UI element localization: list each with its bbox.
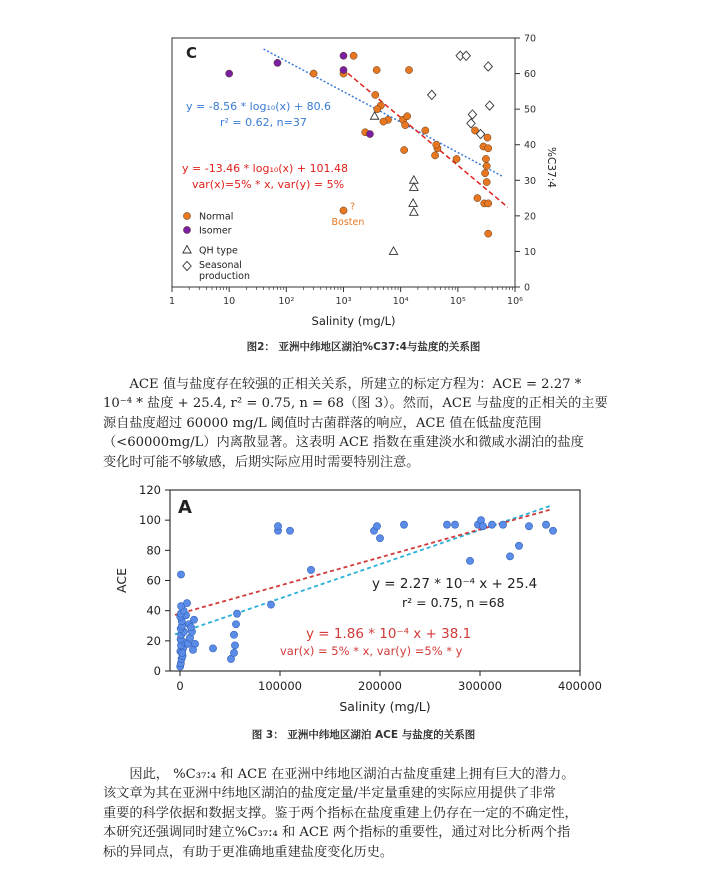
data-point [506,553,513,560]
data-point [451,521,458,528]
data-point [189,646,196,653]
legend-marker [183,246,191,254]
fit-stats: r² = 0.75, n =68 [402,595,505,610]
y-tick-label: 40 [146,603,161,618]
annotation: Bosten [331,217,365,229]
data-point-normal [350,52,357,59]
data-point-seasonal [468,110,476,119]
x-tick-label: 10⁵ [449,296,466,307]
data-point-isomer [366,130,373,137]
fit-equation: y = -13.46 * log₁₀(x) + 101.48 [182,162,349,175]
data-point-normal [474,194,481,201]
paragraph2-line: 标的异同点，有助于更准确地重建盐度变化历史。 [103,844,394,860]
paragraph2-line: 重要的科学依据和数据支撑。鉴于两个指标在盐度重建上仍存在一定的不确定性， [103,805,578,821]
data-point [179,649,186,656]
legend-label: Isomer [199,225,232,237]
data-point-normal [482,155,489,162]
data-point-qh [410,183,418,191]
data-point-seasonal [467,119,475,128]
data-point [286,527,293,534]
data-point-normal [485,145,492,152]
legend-marker [183,261,191,270]
paragraph1-line: ACE 值与盐度存在较强的正相关关系，所建立的标定方程为：ACE = 2.27 * [129,377,582,392]
data-point-normal [405,66,412,73]
data-point-normal [484,134,491,141]
y-tick-label: 20 [524,211,537,223]
data-point [479,523,486,530]
x-tick-label: 200000 [358,679,402,693]
data-point [542,521,549,528]
x-tick-label: 400000 [558,679,602,693]
data-point-normal [482,170,489,177]
x-tick-label: 10² [278,296,295,307]
y-tick-label: 60 [524,69,537,81]
legend-label: production [199,271,251,282]
paragraph2-line: 该文章为其在亚洲中纬地区湖泊的盐度定量/半定量重建的实际应用提供了非常 [103,786,556,802]
y-tick-label: 60 [146,573,161,588]
data-point-isomer [226,70,233,77]
data-point [307,566,314,573]
paragraph1-line: 变化时可能不够敏感，后期实际应用时需要特别注意。 [103,454,420,470]
data-point [376,535,383,542]
data-point [187,624,194,631]
x-tick-label: 100000 [258,679,302,693]
data-point [515,542,522,549]
data-point-normal [431,152,438,159]
chart-ace-salinity [110,480,602,720]
paragraph2-line: 因此， %C₃₇:₄ 和 ACE 在亚洲中纬地区湖泊古盐度重建上拥有巨大的潜力。 [129,767,575,782]
data-point [274,523,281,530]
data-point-normal [433,141,440,148]
data-point-normal [483,178,490,185]
y-axis-label: %C37:4 [545,147,557,188]
data-point-qh [410,208,418,216]
data-point-seasonal [485,101,493,110]
data-point-normal [310,70,317,77]
fit-equation: y = 1.86 * 10⁻⁴ x + 38.1 [306,626,472,642]
y-tick-label: 80 [146,543,161,558]
data-point-normal [453,155,460,162]
figure-2 [150,30,570,330]
x-tick-label: 10³ [335,296,352,307]
data-point-normal [404,113,411,120]
data-point-isomer [274,59,281,66]
y-tick-label: 40 [524,140,537,152]
data-point-normal [402,122,409,129]
y-tick-label: 20 [146,633,161,648]
y-tick-label: 70 [524,33,537,45]
figure-3 [110,480,602,720]
annotation: ? [350,201,356,213]
data-point [177,571,184,578]
data-point-seasonal [428,90,436,99]
paragraph2-line: 本研究还强调同时建立%C₃₇:₄ 和 ACE 两个指标的重要性，通过对比分析两个指 [103,825,571,841]
data-point-isomer [340,66,347,73]
x-tick-label: 10⁴ [392,296,409,307]
data-point [488,521,495,528]
data-point [525,523,532,530]
legend-label: Normal [199,211,234,223]
y-tick-label: 0 [524,282,531,294]
data-point-normal [373,66,380,73]
data-point-seasonal [484,62,492,71]
x-tick-label: 0 [176,679,184,693]
y-tick-label: 0 [153,664,161,678]
data-point [233,610,240,617]
paragraph-1 [103,375,633,472]
chart-c37-salinity [150,30,570,330]
fit-equation: y = 2.27 * 10⁻⁴ x + 25.4 [372,576,538,592]
data-point-seasonal [462,51,470,60]
y-tick-label: 50 [524,104,537,116]
data-point [231,642,238,649]
paragraph1-line: 10⁻⁴ * 盐度 + 25.4, r² = 0.75, n = 68（图 3）。然而，ACE 与盐度的正相关的主要 [103,396,608,412]
legend-marker [183,212,190,219]
data-point-qh [389,247,397,255]
fit-equation: y = -8.56 * log₁₀(x) + 80.6 [186,100,332,113]
data-point [400,521,407,528]
data-point [466,557,473,564]
data-point-normal [483,162,490,169]
data-point [232,621,239,628]
data-point [183,600,190,607]
data-point [190,616,197,623]
panel-letter: A [178,497,192,518]
y-tick-label: 10 [524,246,537,258]
data-point-normal [422,127,429,134]
data-point [373,523,380,530]
data-point-normal [485,230,492,237]
y-tick-label: 100 [139,513,161,528]
fit-stats: var(x)=5% * x, var(y) = 5% [192,178,345,191]
figure-3-caption: 图 3： 亚洲中纬地区湖泊 ACE 与盐度的关系图 [251,729,476,741]
data-point [499,521,506,528]
data-point [230,631,237,638]
legend-marker [183,226,190,233]
data-point [549,527,556,534]
x-axis-label: Salinity (mg/L) [311,314,396,328]
data-point [209,645,216,652]
fit-stats: r² = 0.62, n=37 [220,116,307,129]
data-point-normal [380,118,387,125]
y-tick-label: 30 [524,175,537,187]
paragraph-2 [103,765,633,862]
data-point-normal [485,200,492,207]
fit-stats: var(x) = 5% * x, var(y) =5% * y [280,644,463,658]
data-point-normal [372,91,379,98]
data-point [267,601,274,608]
paragraph1-line: （<60000mg/L）内离散显著。这表明 ACE 指数在重建淡水和微咸水湖泊的盐度 [103,435,584,451]
data-point [230,649,237,656]
legend-label: QH type [199,245,238,257]
data-point-qh [409,199,417,207]
paragraph1-line: 源自盐度超过 60000 mg/L 阈值时古菌群落的响应，ACE 值在低盐度范围 [103,415,542,431]
y-axis-label: ACE [114,568,129,593]
data-point [443,521,450,528]
data-point-bosten [340,207,347,214]
x-tick-label: 10 [223,296,236,307]
y-tick-label: 120 [139,483,161,497]
panel-letter: C [186,44,198,62]
x-tick-label: 300000 [458,679,502,693]
figure-2-caption: 图2： 亚洲中纬地区湖泊%C37:4与盐度的关系图 [246,341,481,353]
data-point-normal [401,146,408,153]
legend-label: Seasonal [199,260,242,271]
data-point-isomer [340,52,347,59]
x-axis-label: Salinity (mg/L) [339,699,431,714]
x-tick-label: 10⁶ [507,296,523,307]
x-tick-label: 1 [168,296,176,307]
